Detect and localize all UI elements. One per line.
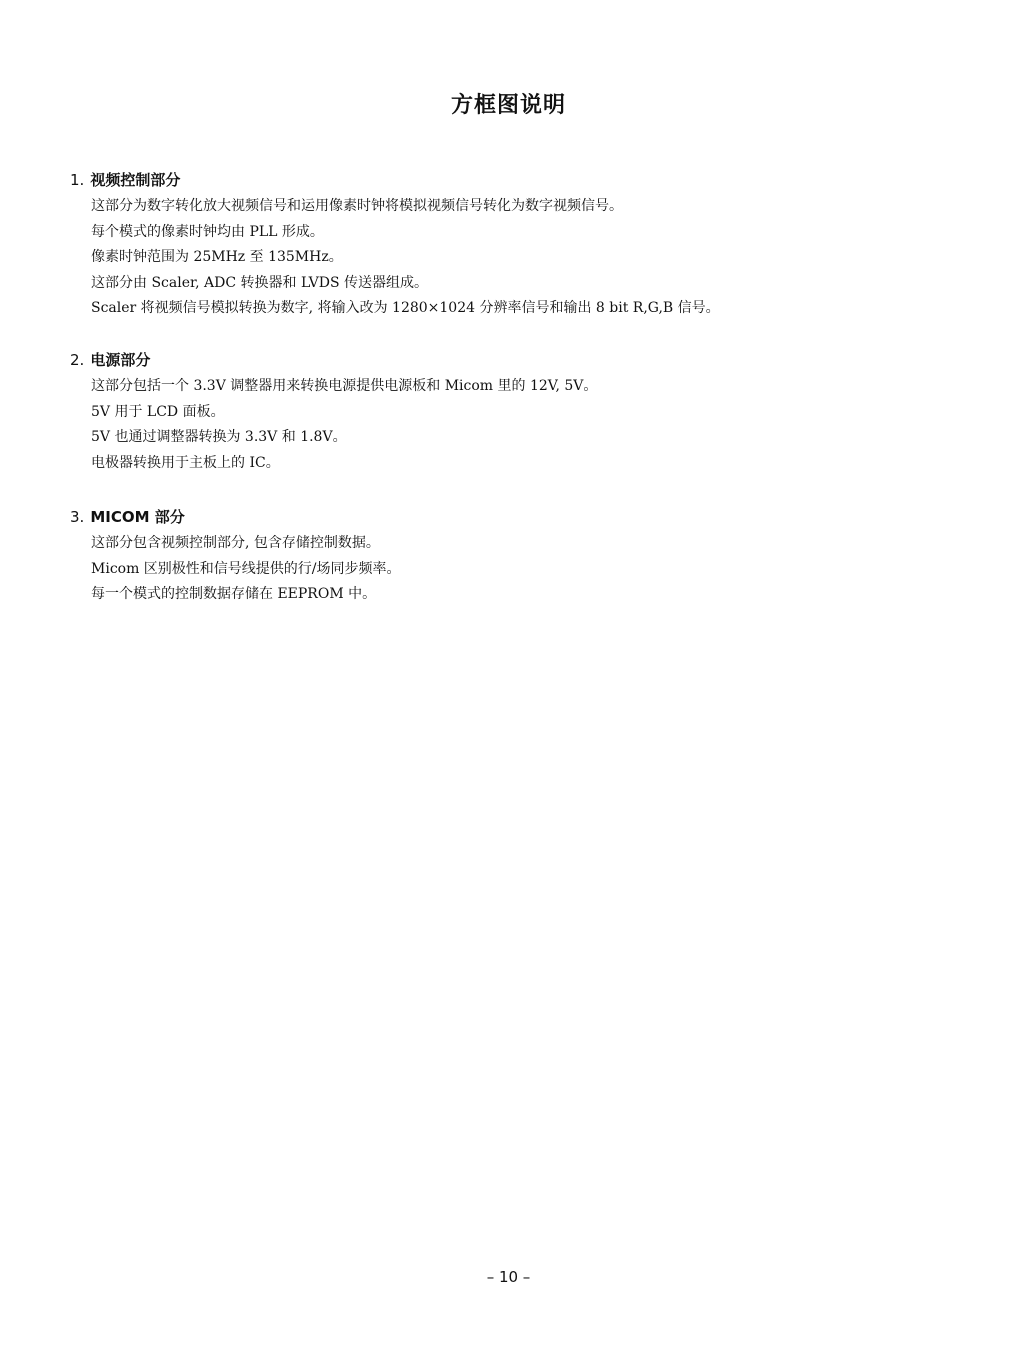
section-body [70, 374, 970, 476]
section-body [70, 194, 970, 322]
section-title: 视频控制部分 [90, 171, 181, 189]
section-heading [70, 507, 970, 527]
section-body [70, 531, 970, 608]
body-line: 这部分包括一个 3.3V 调整器用来转换电源提供电源板和 Micom 里的 12V, 5V。 [91, 378, 598, 394]
body-line: Scaler 将视频信号模拟转换为数字, 将输入改为 1280×1024 分辨率信号和输出 8 bit R,G,B 信号。 [91, 300, 720, 316]
page-number: – 10 – [486, 1268, 531, 1286]
body-line: 5V 也通过调整器转换为 3.3V 和 1.8V。 [91, 429, 347, 445]
section-micom [70, 507, 970, 608]
body-line: 这部分包含视频控制部分, 包含存储控制数据。 [91, 535, 380, 551]
section-heading [70, 170, 970, 190]
section-title: 电源部分 [90, 351, 151, 369]
section-number: 1. [70, 171, 85, 189]
body-line: 5V 用于 LCD 面板。 [91, 403, 225, 420]
section-video-control [70, 170, 970, 322]
section-title: MICOM 部分 [90, 508, 185, 526]
body-line: Micom 区别极性和信号线提供的行/场同步频率。 [91, 560, 401, 577]
body-line: 这部分由 Scaler, ADC 转换器和 LVDS 传送器组成。 [91, 274, 429, 291]
page-title: 方框图说明 [450, 93, 566, 118]
section-heading [70, 350, 970, 370]
section-power [70, 350, 970, 476]
body-line: 每个模式的像素时钟均由 PLL 形成。 [91, 223, 324, 240]
section-number: 2. [70, 351, 85, 369]
section-number: 3. [70, 508, 85, 526]
body-line: 每一个模式的控制数据存储在 EEPROM 中。 [91, 586, 377, 602]
body-line: 这部分为数字转化放大视频信号和运用像素时钟将模拟视频信号转化为数字视频信号。 [91, 198, 623, 214]
body-line: 像素时钟范围为 25MHz 至 135MHz。 [91, 249, 343, 265]
body-line: 电极器转换用于主板上的 IC。 [91, 454, 280, 471]
